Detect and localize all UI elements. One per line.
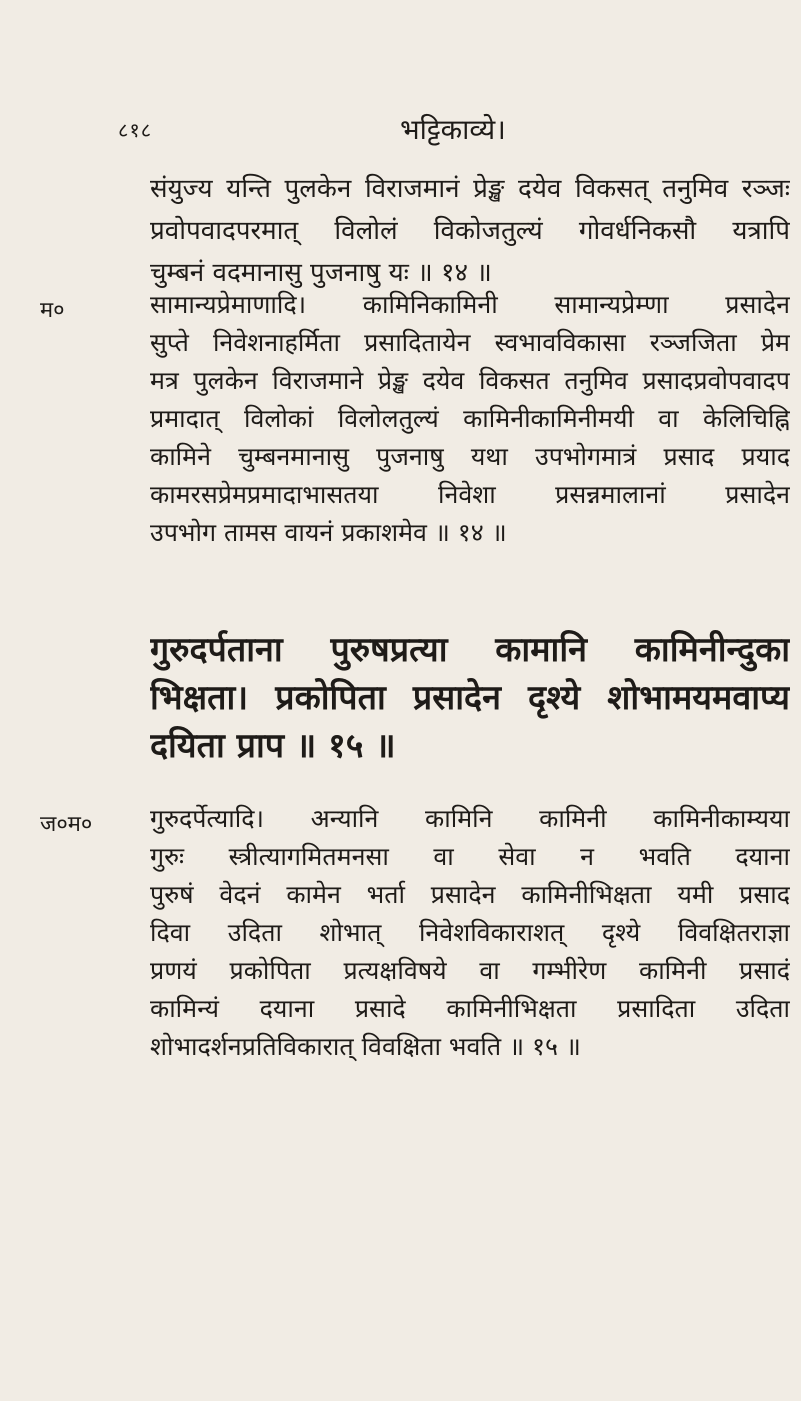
commentary-line: सुप्ते निवेशनाहर्मिता प्रसादितायेन स्वभावविकासा रञ्जजिता प्रेम [150,328,790,357]
page-header [0,110,801,160]
verse-14 [150,168,790,294]
commentary-line: दिवा उदिता शोभात् निवेशविकाराशत् दृश्ये विवक्षितराज्ञा [150,918,790,947]
commentary-line: शोभादर्शनप्रतिविकारात् विवक्षिता भवति ॥ १५ ॥ [150,1032,581,1061]
verse-15 [150,626,790,770]
commentary-line: कामिन्यं दयाना प्रसादे कामिनीभिक्षता प्रसादिता उदिता [150,994,790,1023]
running-head: भट्टिकाव्ये। [400,113,506,146]
verse-line: चुम्बनं वदमानासु पुजनाषु यः ॥ १४ ॥ [150,258,492,288]
verse-line: संयुज्य यन्ति पुलकेन विराजमानं प्रेङ्ख दयेव विकसत् तनुमिव रञ्जः [150,174,790,204]
commentary-line: गुरुदर्पेत्यादि। अन्यानि कामिनि कामिनी कामिनीकाम्यया [150,804,790,833]
verse-line: भिक्षता। प्रकोपिता प्रसादेन दृश्ये शोभामयमवाप्य [150,678,790,718]
commentary-15 [150,800,790,1066]
commentary-line: कामिने चुम्बनमानासु पुजनाषु यथा उपभोगमात्रं प्रसाद प्रयाद [150,442,790,471]
verse-line: गुरुदर्पताना पुरुषप्रत्या कामानि कामिनीन्दुका [150,630,790,670]
verse-line: प्रवोपवादपरमात् विलोलं विकोजतुल्यं गोवर्धनिकसौ यत्रापि [150,216,790,246]
commentary-line: प्रमादात् विलोकां विलोलतुल्यं कामिनीकामिनीमयी वा केलिचिह्नि [150,404,790,433]
commentary-line: मत्र पुलकेन विराजमाने प्रेङ्ख दयेव विकसत तनुमिव प्रसादप्रवोपवादप [150,366,790,395]
commentary-line: उपभोग तामस वायनं प्रकाशमेव ॥ १४ ॥ [150,518,507,547]
verse-line: दयिता प्राप ॥ १५ ॥ [150,726,396,766]
commentary-line: सामान्यप्रेमाणादि। कामिनिकामिनी सामान्यप्रेम्णा प्रसादेन [150,290,790,319]
page-number: ८१८ [118,118,153,142]
commentary-line: कामरसप्रेमप्रमादाभासतया निवेशा प्रसन्नमालानां प्रसादेन [150,480,790,509]
commentary-line: प्रणयं प्रकोपिता प्रत्यक्षविषये वा गम्भीरेण कामिनी प्रसादं [150,956,790,985]
commentary-label: ज०म० [40,812,93,837]
commentary-14 [150,286,790,552]
commentary-line: गुरुः स्त्रीत्यागमितमनसा वा सेवा न भवति दयाना [150,842,790,871]
commentary-label: म० [40,298,65,323]
commentary-line: पुरुषं वेदनं कामेन भर्ता प्रसादेन कामिनीभिक्षता यमी प्रसाद [150,880,790,909]
